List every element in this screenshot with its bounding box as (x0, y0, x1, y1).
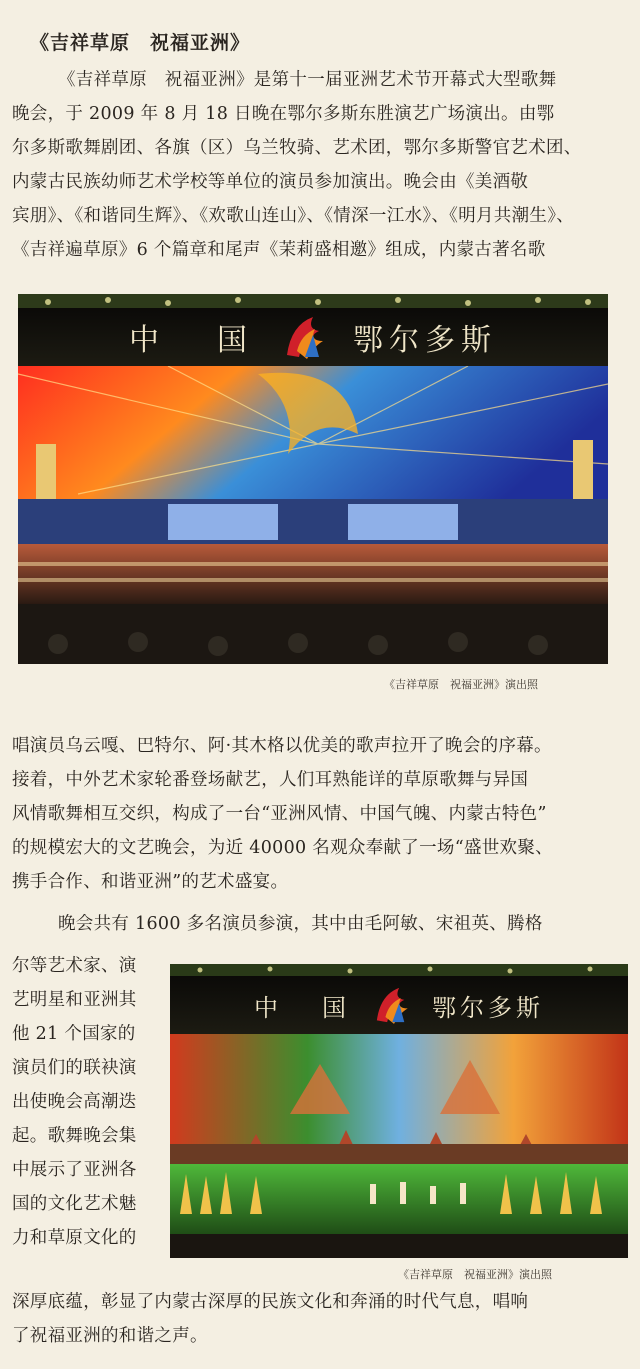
paragraph-line: 起。歌舞晚会集 (12, 1126, 137, 1146)
paragraph-line: 艺明星和亚洲其 (12, 990, 137, 1010)
paragraph-line: 尔等艺术家、演 (12, 956, 137, 976)
paragraph-line: 国的文化艺术魅 (12, 1194, 137, 1214)
paragraph-line: 演员们的联袂演 (12, 1058, 137, 1078)
paragraph-line: 宾朋》、《和谐同生辉》、《欢歌山连山》、《情深一江水》、《明月共潮生》、 (12, 206, 575, 226)
article-title: 《吉祥草原 祝福亚洲》 (30, 32, 251, 54)
phoenix-logo-icon (279, 311, 335, 363)
phoenix-logo-icon (370, 982, 418, 1028)
paragraph-line: 了祝福亚洲的和谐之声。 (12, 1326, 208, 1346)
banner-text-ordos: 鄂尔多斯 (353, 323, 497, 358)
paragraph-line: 《吉祥遍草原》6 个篇章和尾声《茉莉盛相邀》组成，内蒙古著名歌 (12, 240, 546, 260)
paragraph-line: 的规模宏大的文艺晚会，为近 40000 名观众奉献了一场“盛世欢聚、 (12, 838, 553, 858)
stage-banner-1 (18, 308, 608, 366)
paragraph-line: 携手合作、和谐亚洲”的艺术盛宴。 (12, 872, 289, 892)
paragraph-line: 唱演员乌云嘎、巴特尔、阿·其木格以优美的歌声拉开了晚会的序幕。 (12, 736, 552, 756)
performance-photo-1 (18, 294, 608, 664)
paragraph-line: 力和草原文化的 (12, 1228, 137, 1248)
stage-banner-2 (170, 976, 628, 1034)
performance-photo-2 (170, 964, 628, 1258)
photo-caption-2: 《吉祥草原 祝福亚洲》演出照 (398, 1268, 552, 1281)
paragraph-line: 内蒙古民族幼师艺术学校等单位的演员参加演出。晚会由《美酒敬 (12, 172, 529, 192)
paragraph-line: 出使晚会高潮迭 (12, 1092, 137, 1112)
banner-text-china: 中 国 (254, 993, 356, 1022)
photo-caption-1: 《吉祥草原 祝福亚洲》演出照 (384, 678, 538, 691)
paragraph-line: 晚会，于 2009 年 8 月 18 日晚在鄂尔多斯东胜演艺广场演出。由鄂 (12, 104, 555, 124)
paragraph-line: 晚会共有 1600 多名演员参演，其中由毛阿敏、宋祖英、腾格 (58, 914, 543, 934)
paragraph-line: 他 21 个国家的 (12, 1024, 136, 1044)
paragraph-line: 中展示了亚洲各 (12, 1160, 137, 1180)
banner-text-china: 中 国 (129, 323, 261, 358)
paragraph-line: 风情歌舞相互交织，构成了一台“亚洲风情、中国气魄、内蒙古特色” (12, 804, 547, 824)
paragraph-line: 尔多斯歌舞剧团、各旗（区）乌兰牧骑、艺术团，鄂尔多斯警官艺术团、 (12, 138, 582, 158)
paragraph-line: 《吉祥草原 祝福亚洲》是第十一届亚洲艺术节开幕式大型歌舞 (58, 70, 557, 90)
paragraph-line: 深厚底蕴，彰显了内蒙古深厚的民族文化和奔涌的时代气息，唱响 (12, 1292, 529, 1312)
paragraph-line: 接着，中外艺术家轮番登场献艺，人们耳熟能详的草原歌舞与异国 (12, 770, 529, 790)
banner-text-ordos: 鄂尔多斯 (432, 993, 544, 1022)
